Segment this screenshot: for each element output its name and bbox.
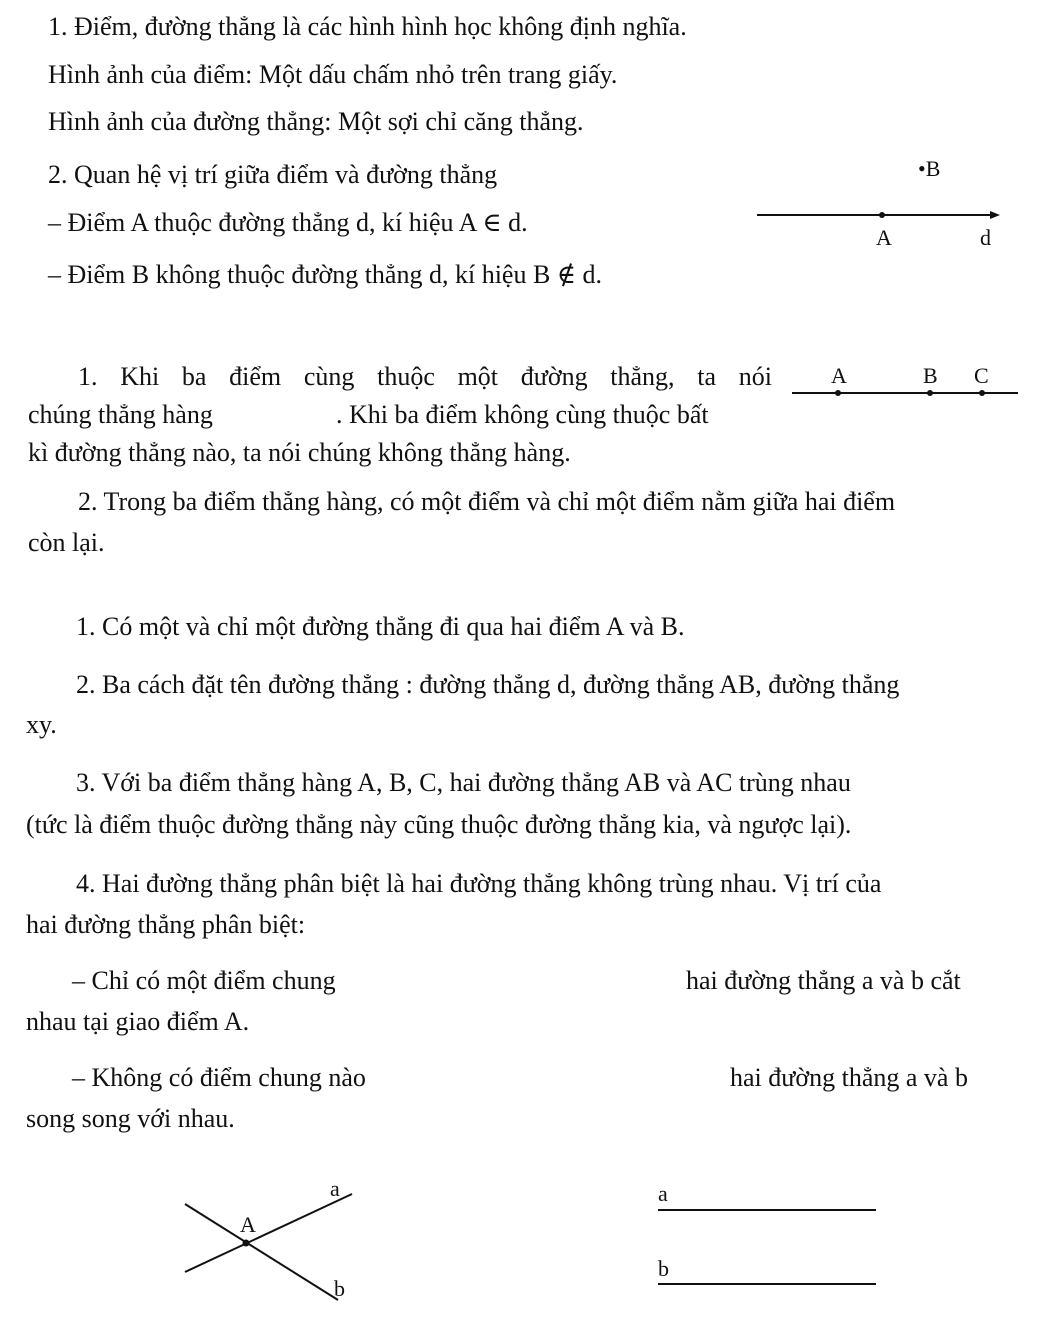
- intersect-line-2: nhau tại giao điểm A.: [26, 1007, 250, 1036]
- figure-collinear: [792, 363, 1018, 396]
- point-a-label: A: [876, 225, 892, 250]
- line-d-label: d: [980, 225, 991, 250]
- point-b-not-on-d-text: – Điểm B không thuộc đường thẳng d, kí hiệu B ∉ d.: [48, 260, 603, 289]
- point-image-text: Hình ảnh của điểm: Một dấu chấm nhỏ trên trang giấy.: [48, 60, 618, 89]
- intersection-point: [243, 1240, 250, 1247]
- point-b-label: •B: [918, 156, 941, 181]
- point-c-dot: [979, 390, 985, 396]
- line-a-label: a: [330, 1176, 340, 1201]
- w: ba: [181, 362, 207, 391]
- w: ta: [697, 362, 717, 391]
- point-c-label: C: [974, 363, 989, 388]
- w: đường: [520, 362, 588, 391]
- unique-line-text: 1. Có một và chỉ một đường thẳng đi qua hai điểm A và B.: [76, 612, 685, 641]
- line-image-text: Hình ảnh của đường thẳng: Một sợi chỉ căng thẳng.: [48, 107, 584, 136]
- coincide-line-1: 3. Với ba điểm thẳng hàng A, B, C, hai đường thẳng AB và AC trùng nhau: [76, 768, 851, 797]
- line-b-label: b: [334, 1276, 345, 1301]
- w: cùng: [303, 362, 355, 391]
- w: một: [457, 362, 499, 391]
- intersect-line-1a: – Chỉ có một điểm chung: [72, 966, 336, 995]
- line-b-label: b: [658, 1256, 669, 1281]
- relation-heading: 2. Quan hệ vị trí giữa điểm và đường thẳng: [48, 160, 498, 189]
- figure-intersecting: [185, 1176, 352, 1301]
- parallel-line-1b: hai đường thẳng a và b: [730, 1063, 968, 1092]
- line-a-label: a: [658, 1181, 668, 1206]
- definition-line-1: 1. Điểm, đường thẳng là các hình hình học không định nghĩa.: [48, 12, 687, 41]
- parallel-line-2: song song với nhau.: [26, 1104, 235, 1133]
- w: nói: [738, 362, 772, 391]
- w: điểm: [229, 362, 282, 391]
- distinct-line-2: hai đường thẳng phân biệt:: [26, 910, 306, 939]
- line-a: [185, 1194, 352, 1272]
- figure-parallel: [658, 1181, 876, 1284]
- point-a-on-d-text: – Điểm A thuộc đường thẳng d, kí hiệu A ∈ d.: [48, 208, 528, 237]
- point-b-dot: [927, 390, 933, 396]
- w: thẳng,: [610, 362, 675, 391]
- collinear-line-3: kì đường thẳng nào, ta nói chúng không thẳng hàng.: [28, 438, 571, 467]
- collinear-line-2b: . Khi ba điểm không cùng thuộc bất: [336, 400, 709, 429]
- point-a-dot: [879, 212, 885, 218]
- w: Khi: [120, 362, 160, 391]
- parallel-line-1a: – Không có điểm chung nào: [72, 1063, 366, 1092]
- w: thuộc: [377, 362, 435, 391]
- figure-point-line: [757, 156, 1000, 250]
- point-a-label: A: [240, 1212, 256, 1237]
- w: 1.: [78, 362, 98, 391]
- betweenness-line-2: còn lại.: [28, 528, 105, 557]
- point-a-label: A: [831, 363, 847, 388]
- intersect-line-1b: hai đường thẳng a và b cắt: [686, 966, 961, 995]
- point-a-dot: [835, 390, 841, 396]
- coincide-line-2: (tức là điểm thuộc đường thẳng này cũng thuộc đường thẳng kia, và ngược lại).: [26, 810, 852, 839]
- betweenness-line-1: 2. Trong ba điểm thẳng hàng, có một điểm và chỉ một điểm nằm giữa hai điểm: [78, 487, 896, 516]
- naming-line-1: 2. Ba cách đặt tên đường thẳng : đường thẳng d, đường thẳng AB, đường thẳng: [76, 670, 900, 699]
- naming-line-2: xy.: [26, 710, 57, 739]
- collinear-line-2a: chúng thẳng hàng: [28, 400, 213, 429]
- line-d-arrow: [990, 211, 1000, 219]
- point-b-label: B: [923, 363, 938, 388]
- distinct-line-1: 4. Hai đường thẳng phân biệt là hai đường thẳng không trùng nhau. Vị trí của: [76, 869, 882, 898]
- line-b: [185, 1204, 338, 1300]
